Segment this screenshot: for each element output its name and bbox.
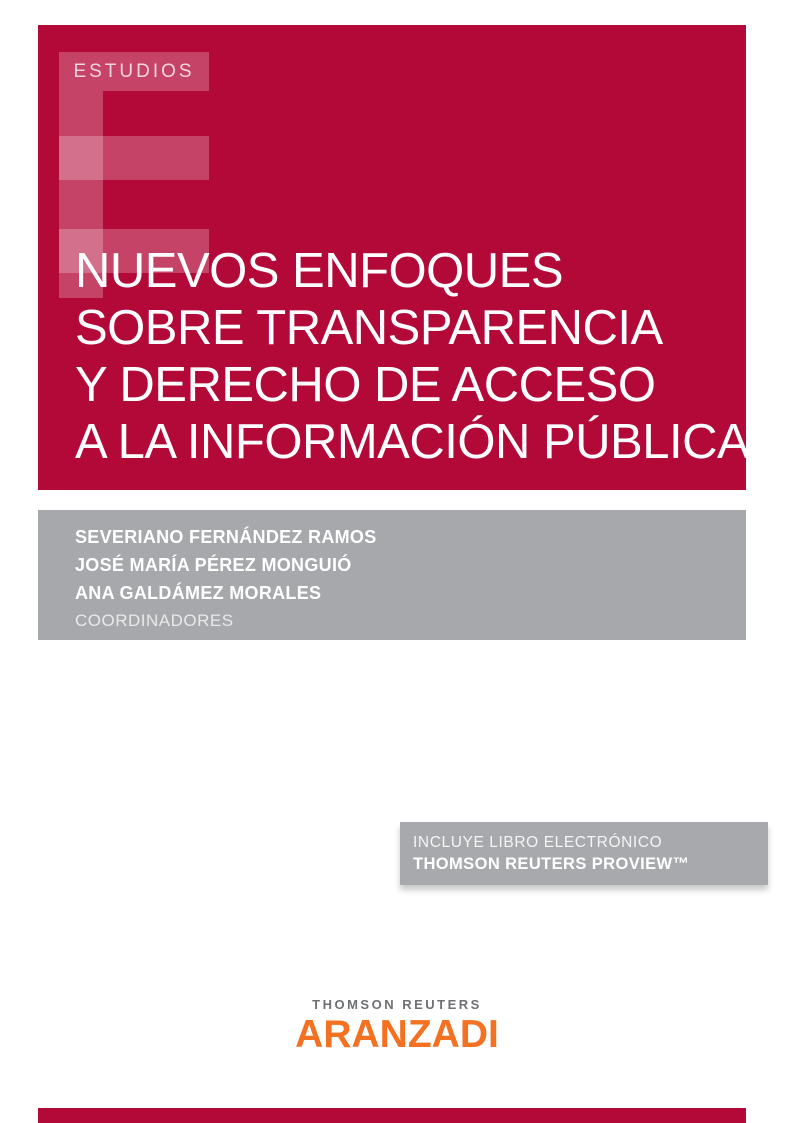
publisher-brand-text: THOMSON REUTERS — [312, 997, 482, 1012]
authors-band — [38, 510, 746, 640]
book-title — [75, 243, 749, 471]
author-name-3: ANA GALDÁMEZ MORALES — [75, 583, 322, 603]
ebook-badge-line-2: THOMSON REUTERS PROVIEW™ — [413, 855, 690, 873]
title-line-2: SOBRE TRANSPARENCIA — [75, 301, 663, 355]
letter-e-middle-arm — [59, 136, 209, 180]
authors-role-label: COORDINADORES — [75, 611, 234, 630]
title-line-3: Y DERECHO DE ACCESO — [75, 358, 656, 412]
author-name-1: SEVERIANO FERNÁNDEZ RAMOS — [75, 527, 377, 547]
collection-label: ESTUDIOS — [73, 61, 195, 82]
ebook-badge-line-1: INCLUYE LIBRO ELECTRÓNICO — [413, 834, 663, 851]
bottom-accent-strip — [38, 1108, 746, 1123]
title-block — [38, 25, 750, 490]
publisher-imprint-text: ARANZADI — [295, 1013, 499, 1056]
title-line-4: A LA INFORMACIÓN PÚBLICA — [75, 415, 750, 469]
publisher-logo — [0, 997, 794, 1057]
ebook-badge — [400, 822, 768, 885]
title-line-1: NUEVOS ENFOQUES — [75, 244, 564, 298]
author-name-2: JOSÉ MARÍA PÉREZ MONGUIÓ — [75, 555, 352, 575]
